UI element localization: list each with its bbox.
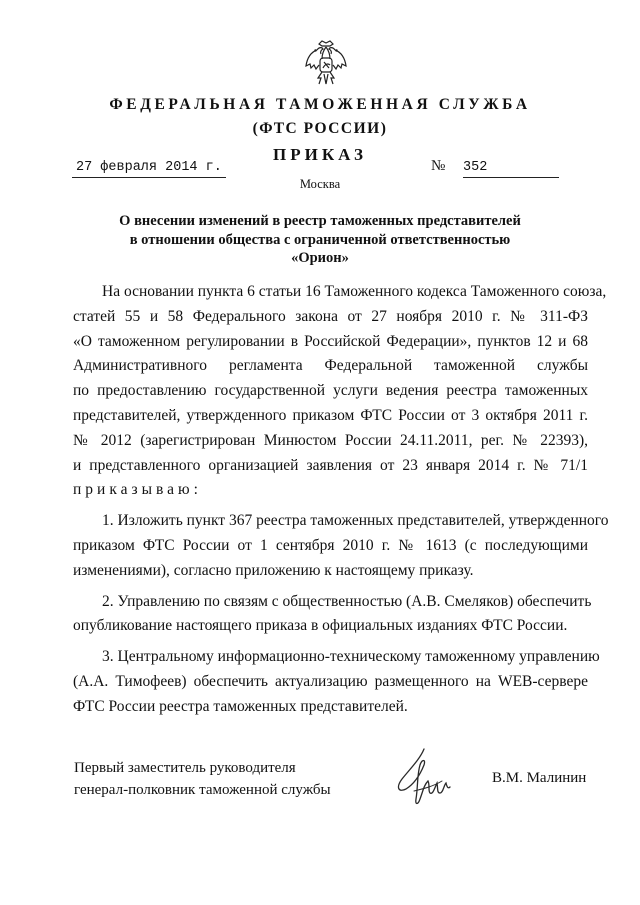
item-1-line: 1. Изложить пункт 367 реестра таможенных представителей, утвержденного: [102, 512, 609, 530]
signer-position-line: Первый заместитель руководителя: [74, 760, 296, 776]
item-3-line: 3. Центральному информационно-техническому таможенному управлению: [102, 648, 600, 666]
preamble-line: № 2012 (зарегистрирован Минюстом России 24.11.2011, рег. № 22393),: [73, 431, 588, 449]
order-number-label: №: [431, 158, 446, 174]
subject-line: «Орион»: [291, 250, 349, 266]
organization-abbreviation: (ФТС РОССИИ): [252, 120, 388, 137]
preamble-line: «О таможенном регулировании в Российской Федерации», пунктов 12 и 68: [73, 332, 588, 350]
preamble-line: и представленного организацией заявления от 23 января 2014 г. № 71/1: [73, 456, 588, 474]
organization-name: ФЕДЕРАЛЬНАЯ ТАМОЖЕННАЯ СЛУЖБА: [109, 96, 531, 113]
order-subject: [80, 212, 560, 268]
subject-line: О внесении изменений в реестр таможенных представителей: [119, 213, 521, 229]
item-1-line: изменениями), согласно приложению к настоящему приказу.: [73, 561, 474, 579]
coat-of-arms-emblem: [303, 38, 349, 90]
subject-line: в отношении общества с ограниченной ответственностью: [129, 231, 511, 248]
preamble-line: представителей, утвержденного приказом ФТС России от 3 октября 2011 г.: [73, 406, 588, 424]
signer-name: В.М. Малинин: [492, 770, 587, 786]
order-number: 352: [463, 159, 559, 178]
signer-position-line: генерал-полковник таможенной службы: [74, 782, 331, 798]
item-3-line: ФТС России реестра таможенных представителей.: [73, 697, 408, 715]
item-1-line: приказом ФТС России от 1 сентября 2010 г. № 1613 (с последующими: [73, 536, 588, 554]
preamble-line: Административного регламента Федеральной таможенной службы: [73, 357, 588, 375]
item-2-line: опубликование настоящего приказа в официальных изданиях ФТС России.: [73, 617, 568, 635]
order-word: приказываю:: [73, 481, 202, 499]
order-body: [73, 280, 609, 720]
item-3-line: (А.А. Тимофеев) обеспечить актуализацию размещенного на WEB-сервере: [73, 672, 588, 690]
preamble-line: по предоставлению государственной услуги ведения реестра таможенных: [73, 382, 588, 400]
document-type-title: ПРИКАЗ: [273, 145, 367, 164]
city: Москва: [299, 177, 341, 191]
signer-position: [74, 757, 331, 801]
handwritten-signature: [394, 745, 464, 815]
preamble-line: На основании пункта 6 статьи 16 Таможенного кодекса Таможенного союза,: [102, 283, 607, 300]
preamble-line: статей 55 и 58 Федерального закона от 27 ноября 2010 г. № 311-ФЗ: [73, 307, 588, 325]
order-date: 27 февраля 2014 г.: [72, 159, 226, 178]
item-2-line: 2. Управлению по связям с общественностью (А.В. Смеляков) обеспечить: [102, 592, 592, 610]
